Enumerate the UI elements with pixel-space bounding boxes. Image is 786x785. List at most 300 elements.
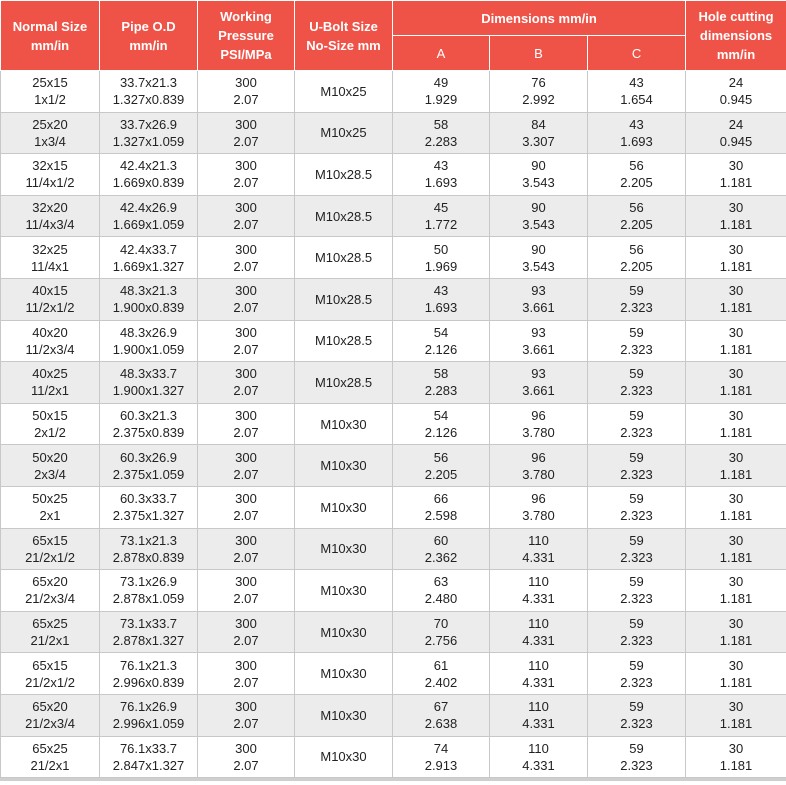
cell-hole-cutting-line: 1.181 xyxy=(719,757,753,773)
cell-normal-size xyxy=(1,71,100,113)
cell-working-pressure xyxy=(198,237,295,279)
cell-dim-c-line: 56 xyxy=(629,241,644,257)
cell-pipe-od-line: 73.1x26.9 xyxy=(119,574,178,590)
cell-hole-cutting-line: 1.181 xyxy=(719,383,753,399)
header-row-top xyxy=(1,1,786,36)
cell-dim-c xyxy=(588,403,686,445)
cell-dim-b xyxy=(490,71,588,113)
cell-ubolt-size: M10x30 xyxy=(295,570,393,612)
cell-dim-a xyxy=(393,653,490,695)
cell-working-pressure-line: 2.07 xyxy=(233,549,259,565)
cell-working-pressure-line: 2.07 xyxy=(233,383,259,399)
cell-dim-b-line: 93 xyxy=(531,366,546,382)
cell-dim-b-line: 4.331 xyxy=(522,716,555,732)
cell-working-pressure xyxy=(198,112,295,154)
cell-ubolt-size: M10x28.5 xyxy=(295,362,393,404)
cell-normal-size-line: 1x1/2 xyxy=(34,92,66,108)
cell-dim-c-line: 2.323 xyxy=(620,674,653,690)
cell-dim-c-line: 59 xyxy=(629,283,644,299)
cell-dim-c xyxy=(588,736,686,778)
cell-normal-size-line: 65x20 xyxy=(32,699,68,715)
cell-dim-b-line: 110 xyxy=(528,699,549,715)
table-row xyxy=(1,71,786,113)
cell-hole-cutting-line: 30 xyxy=(728,532,744,548)
cell-dim-a-line: 49 xyxy=(433,75,449,91)
table-row xyxy=(1,237,786,279)
cell-hole-cutting-line: 1.181 xyxy=(719,341,753,357)
cell-dim-b xyxy=(490,570,588,612)
cell-pipe-od-line: 1.669x0.839 xyxy=(112,175,185,191)
cell-normal-size xyxy=(1,445,100,487)
cell-normal-size xyxy=(1,528,100,570)
cell-dim-c-line: 2.323 xyxy=(620,757,653,773)
cell-dim-a xyxy=(393,570,490,612)
cell-ubolt-size: M10x30 xyxy=(295,694,393,736)
cell-working-pressure-line: 300 xyxy=(235,75,257,91)
cell-hole-cutting xyxy=(686,694,786,736)
cell-dim-c-line: 59 xyxy=(629,699,644,715)
header-dim-b: B xyxy=(490,36,588,71)
cell-dim-c-line: 1.693 xyxy=(620,133,653,149)
cell-hole-cutting-line: 30 xyxy=(728,283,744,299)
header-ubolt-size: U-Bolt Size No-Size mm xyxy=(295,1,393,71)
cell-pipe-od-line: 2.375x1.327 xyxy=(112,508,185,524)
table-body xyxy=(1,71,786,778)
cell-pipe-od-line: 33.7x21.3 xyxy=(119,75,178,91)
cell-working-pressure-line: 300 xyxy=(235,657,257,673)
cell-normal-size-line: 65x25 xyxy=(32,740,68,756)
cell-hole-cutting-line: 30 xyxy=(728,616,744,632)
cell-ubolt-size: M10x30 xyxy=(295,445,393,487)
cell-dim-b-line: 3.780 xyxy=(522,425,555,441)
cell-pipe-od xyxy=(100,570,198,612)
cell-dim-b-line: 4.331 xyxy=(522,549,555,565)
cell-dim-b-line: 4.331 xyxy=(522,674,555,690)
cell-dim-a-line: 1.693 xyxy=(424,175,458,191)
cell-hole-cutting xyxy=(686,486,786,528)
cell-pipe-od-line: 2.878x0.839 xyxy=(112,549,185,565)
cell-dim-b-line: 93 xyxy=(531,324,546,340)
cell-dim-b-line: 110 xyxy=(528,574,549,590)
cell-hole-cutting xyxy=(686,528,786,570)
cell-pipe-od xyxy=(100,736,198,778)
cell-dim-c-line: 2.323 xyxy=(620,508,653,524)
header-hole-cutting: Hole cutting dimensions mm/in xyxy=(686,1,786,71)
cell-dim-a-line: 1.772 xyxy=(424,217,458,233)
cell-pipe-od-line: 2.878x1.059 xyxy=(112,591,185,607)
cell-ubolt-size: M10x30 xyxy=(295,653,393,695)
cell-dim-a xyxy=(393,362,490,404)
cell-working-pressure-line: 2.07 xyxy=(233,633,259,649)
cell-pipe-od-line: 2.375x1.059 xyxy=(112,466,185,482)
cell-pipe-od-line: 42.4x33.7 xyxy=(119,241,178,257)
cell-dim-b xyxy=(490,611,588,653)
cell-dim-b-line: 3.661 xyxy=(522,300,555,316)
cell-normal-size-line: 65x25 xyxy=(32,616,68,632)
cell-dim-c-line: 59 xyxy=(629,408,644,424)
cell-dim-c-line: 2.323 xyxy=(620,300,653,316)
cell-working-pressure-line: 300 xyxy=(235,449,257,465)
cell-hole-cutting-line: 0.945 xyxy=(719,133,753,149)
cell-normal-size-line: 21/2x3/4 xyxy=(25,716,75,732)
cell-pipe-od-line: 48.3x21.3 xyxy=(119,283,178,299)
cell-normal-size-line: 21/2x1 xyxy=(30,633,70,649)
cell-hole-cutting xyxy=(686,445,786,487)
cell-dim-c-line: 2.323 xyxy=(620,591,653,607)
cell-pipe-od xyxy=(100,112,198,154)
cell-hole-cutting-line: 1.181 xyxy=(719,217,753,233)
cell-pipe-od-line: 1.327x0.839 xyxy=(112,92,185,108)
cell-dim-a-line: 66 xyxy=(433,491,449,507)
cell-dim-c xyxy=(588,528,686,570)
cell-dim-c-line: 59 xyxy=(629,449,644,465)
cell-pipe-od xyxy=(100,611,198,653)
cell-normal-size-line: 65x15 xyxy=(32,532,68,548)
cell-hole-cutting xyxy=(686,71,786,113)
cell-pipe-od-line: 2.847x1.327 xyxy=(112,757,185,773)
cell-hole-cutting-line: 24 xyxy=(728,75,744,91)
cell-normal-size xyxy=(1,486,100,528)
cell-pipe-od-line: 1.900x1.327 xyxy=(112,383,185,399)
header-normal-size: Normal Size mm/in xyxy=(1,1,100,71)
cell-working-pressure-line: 2.07 xyxy=(233,425,259,441)
cell-working-pressure-line: 300 xyxy=(235,116,257,132)
cell-dim-b xyxy=(490,736,588,778)
cell-working-pressure xyxy=(198,694,295,736)
cell-dim-c-line: 59 xyxy=(629,324,644,340)
cell-dim-a-line: 54 xyxy=(433,408,449,424)
cell-working-pressure-line: 300 xyxy=(235,740,257,756)
cell-pipe-od-line: 2.375x0.839 xyxy=(112,425,185,441)
cell-dim-c-line: 2.323 xyxy=(620,466,653,482)
cell-dim-b xyxy=(490,278,588,320)
cell-working-pressure-line: 2.07 xyxy=(233,757,259,773)
table-row xyxy=(1,278,786,320)
cell-pipe-od-line: 1.669x1.327 xyxy=(112,258,185,274)
cell-dim-c xyxy=(588,154,686,196)
cell-dim-a-line: 2.362 xyxy=(424,549,458,565)
cell-dim-a-line: 2.638 xyxy=(424,716,458,732)
cell-normal-size-line: 11/4x3/4 xyxy=(25,217,75,233)
cell-hole-cutting-line: 30 xyxy=(728,200,744,216)
cell-working-pressure-line: 300 xyxy=(235,574,257,590)
cell-hole-cutting-line: 1.181 xyxy=(719,716,753,732)
cell-dim-b-line: 3.543 xyxy=(522,258,555,274)
cell-dim-b xyxy=(490,653,588,695)
cell-pipe-od xyxy=(100,195,198,237)
table-row xyxy=(1,195,786,237)
cell-working-pressure-line: 300 xyxy=(235,158,257,174)
cell-pipe-od xyxy=(100,154,198,196)
cell-pipe-od-line: 33.7x26.9 xyxy=(119,116,178,132)
cell-dim-c-line: 2.205 xyxy=(620,217,653,233)
cell-pipe-od-line: 60.3x26.9 xyxy=(119,449,178,465)
cell-normal-size-line: 21/2x3/4 xyxy=(25,591,75,607)
cell-working-pressure-line: 300 xyxy=(235,241,257,257)
cell-working-pressure xyxy=(198,278,295,320)
cell-dim-a-line: 43 xyxy=(433,158,449,174)
cell-hole-cutting xyxy=(686,320,786,362)
cell-normal-size-line: 11/2x1/2 xyxy=(25,300,75,316)
cell-pipe-od-line: 42.4x26.9 xyxy=(119,200,178,216)
cell-dim-c xyxy=(588,694,686,736)
cell-dim-b-line: 3.661 xyxy=(522,341,555,357)
cell-pipe-od xyxy=(100,320,198,362)
cell-dim-b-line: 3.661 xyxy=(522,383,555,399)
cell-hole-cutting-line: 0.945 xyxy=(719,92,753,108)
cell-hole-cutting-line: 30 xyxy=(728,574,744,590)
cell-normal-size-line: 21/2x1/2 xyxy=(25,674,75,690)
cell-working-pressure-line: 2.07 xyxy=(233,133,259,149)
cell-dim-c-line: 2.205 xyxy=(620,258,653,274)
table-row xyxy=(1,445,786,487)
cell-dim-c-line: 43 xyxy=(629,116,644,132)
cell-working-pressure xyxy=(198,570,295,612)
cell-pipe-od xyxy=(100,403,198,445)
cell-dim-a xyxy=(393,528,490,570)
cell-hole-cutting-line: 30 xyxy=(728,366,744,382)
header-dimensions: Dimensions mm/in xyxy=(393,1,686,36)
cell-normal-size xyxy=(1,237,100,279)
cell-normal-size-line: 11/2x3/4 xyxy=(25,341,75,357)
cell-pipe-od-line: 1.900x0.839 xyxy=(112,300,185,316)
cell-dim-a-line: 63 xyxy=(433,574,449,590)
cell-pipe-od-line: 73.1x21.3 xyxy=(119,532,178,548)
cell-dim-b xyxy=(490,112,588,154)
cell-ubolt-size: M10x30 xyxy=(295,528,393,570)
cell-hole-cutting-line: 30 xyxy=(728,491,744,507)
cell-dim-b-line: 4.331 xyxy=(522,757,555,773)
cell-dim-a-line: 2.126 xyxy=(424,341,458,357)
cell-dim-b-line: 4.331 xyxy=(522,633,555,649)
cell-pipe-od-line: 2.996x1.059 xyxy=(112,716,185,732)
cell-dim-a-line: 54 xyxy=(433,324,449,340)
cell-ubolt-size: M10x30 xyxy=(295,486,393,528)
cell-dim-a xyxy=(393,611,490,653)
cell-dim-c-line: 2.323 xyxy=(620,341,653,357)
cell-dim-a xyxy=(393,278,490,320)
cell-working-pressure xyxy=(198,486,295,528)
cell-ubolt-size: M10x25 xyxy=(295,112,393,154)
cell-dim-a-line: 58 xyxy=(433,366,449,382)
cell-hole-cutting xyxy=(686,237,786,279)
cell-hole-cutting xyxy=(686,278,786,320)
cell-dim-b-line: 96 xyxy=(531,491,546,507)
header-pipe-od: Pipe O.D mm/in xyxy=(100,1,198,71)
cell-working-pressure xyxy=(198,71,295,113)
cell-hole-cutting xyxy=(686,154,786,196)
header-dim-a: A xyxy=(393,36,490,71)
cell-dim-a-line: 2.126 xyxy=(424,425,458,441)
cell-normal-size-line: 32x15 xyxy=(32,158,68,174)
cell-dim-c xyxy=(588,278,686,320)
cell-hole-cutting-line: 30 xyxy=(728,699,744,715)
cell-normal-size-line: 50x20 xyxy=(32,449,68,465)
cell-pipe-od-line: 76.1x26.9 xyxy=(119,699,178,715)
cell-dim-b-line: 3.780 xyxy=(522,508,555,524)
cell-working-pressure-line: 300 xyxy=(235,616,257,632)
cell-dim-b xyxy=(490,694,588,736)
cell-pipe-od-line: 60.3x21.3 xyxy=(119,408,178,424)
cell-dim-a-line: 2.480 xyxy=(424,591,458,607)
cell-dim-a-line: 45 xyxy=(433,200,449,216)
cell-dim-b-line: 3.543 xyxy=(522,175,555,191)
cell-pipe-od-line: 48.3x26.9 xyxy=(119,324,178,340)
cell-dim-c-line: 2.323 xyxy=(620,383,653,399)
cell-pipe-od-line: 2.996x0.839 xyxy=(112,674,185,690)
table-row xyxy=(1,570,786,612)
cell-ubolt-size: M10x30 xyxy=(295,403,393,445)
cell-dim-a-line: 1.969 xyxy=(424,258,458,274)
cell-normal-size xyxy=(1,320,100,362)
cell-normal-size xyxy=(1,653,100,695)
cell-pipe-od-line: 60.3x33.7 xyxy=(119,491,178,507)
cell-normal-size xyxy=(1,112,100,154)
cell-dim-c-line: 2.323 xyxy=(620,716,653,732)
cell-dim-a-line: 2.283 xyxy=(424,133,458,149)
cell-dim-c-line: 59 xyxy=(629,574,644,590)
cell-ubolt-size: M10x28.5 xyxy=(295,320,393,362)
cell-dim-c xyxy=(588,570,686,612)
cell-hole-cutting xyxy=(686,736,786,778)
cell-dim-c-line: 2.205 xyxy=(620,175,653,191)
cell-dim-a-line: 43 xyxy=(433,283,449,299)
cell-working-pressure-line: 300 xyxy=(235,532,257,548)
cell-hole-cutting xyxy=(686,403,786,445)
cell-normal-size-line: 40x20 xyxy=(32,324,68,340)
cell-dim-c xyxy=(588,486,686,528)
cell-hole-cutting-line: 1.181 xyxy=(719,258,753,274)
cell-pipe-od xyxy=(100,694,198,736)
cell-normal-size xyxy=(1,362,100,404)
cell-dim-c-line: 2.323 xyxy=(620,549,653,565)
cell-dim-a xyxy=(393,403,490,445)
cell-dim-c-line: 59 xyxy=(629,657,644,673)
cell-dim-b-line: 4.331 xyxy=(522,591,555,607)
cell-hole-cutting-line: 1.181 xyxy=(719,549,753,565)
cell-dim-c-line: 2.323 xyxy=(620,425,653,441)
cell-dim-b-line: 110 xyxy=(528,532,549,548)
cell-dim-b-line: 93 xyxy=(531,283,546,299)
cell-hole-cutting-line: 30 xyxy=(728,324,744,340)
cell-dim-a xyxy=(393,694,490,736)
cell-normal-size-line: 50x25 xyxy=(32,491,68,507)
cell-working-pressure xyxy=(198,736,295,778)
cell-dim-c xyxy=(588,445,686,487)
cell-pipe-od xyxy=(100,71,198,113)
cell-dim-a-line: 58 xyxy=(433,116,449,132)
cell-normal-size-line: 40x25 xyxy=(32,366,68,382)
table-row xyxy=(1,611,786,653)
cell-dim-a-line: 60 xyxy=(433,532,449,548)
cell-hole-cutting-line: 24 xyxy=(728,116,744,132)
cell-hole-cutting-line: 1.181 xyxy=(719,591,753,607)
cell-normal-size-line: 25x15 xyxy=(32,75,68,91)
cell-working-pressure-line: 2.07 xyxy=(233,92,259,108)
cell-pipe-od-line: 48.3x33.7 xyxy=(119,366,178,382)
cell-normal-size xyxy=(1,694,100,736)
cell-normal-size-line: 1x3/4 xyxy=(34,133,66,149)
cell-pipe-od-line: 42.4x21.3 xyxy=(119,158,178,174)
cell-dim-a-line: 2.205 xyxy=(424,466,458,482)
cell-hole-cutting-line: 30 xyxy=(728,449,744,465)
cell-dim-b xyxy=(490,445,588,487)
cell-normal-size xyxy=(1,154,100,196)
cell-working-pressure xyxy=(198,445,295,487)
cell-dim-a xyxy=(393,445,490,487)
cell-ubolt-size: M10x28.5 xyxy=(295,278,393,320)
cell-working-pressure xyxy=(198,195,295,237)
cell-dim-c xyxy=(588,320,686,362)
cell-hole-cutting-line: 1.181 xyxy=(719,300,753,316)
cell-working-pressure xyxy=(198,403,295,445)
cell-pipe-od-line: 76.1x21.3 xyxy=(119,657,178,673)
cell-normal-size-line: 11/2x1 xyxy=(30,383,70,399)
cell-dim-b-line: 110 xyxy=(528,740,549,756)
cell-dim-c-line: 59 xyxy=(629,616,644,632)
cell-working-pressure-line: 2.07 xyxy=(233,341,259,357)
table-row xyxy=(1,486,786,528)
cell-working-pressure-line: 2.07 xyxy=(233,300,259,316)
cell-normal-size-line: 11/4x1/2 xyxy=(25,175,75,191)
cell-dim-b xyxy=(490,154,588,196)
cell-dim-c-line: 43 xyxy=(629,75,644,91)
cell-hole-cutting-line: 1.181 xyxy=(719,508,753,524)
cell-hole-cutting xyxy=(686,112,786,154)
cell-dim-b-line: 3.780 xyxy=(522,466,555,482)
cell-hole-cutting-line: 30 xyxy=(728,408,744,424)
cell-working-pressure-line: 300 xyxy=(235,200,257,216)
cell-dim-a-line: 61 xyxy=(433,657,449,673)
header-working-pressure: Working Pressure PSI/MPa xyxy=(198,1,295,71)
cell-dim-c-line: 59 xyxy=(629,366,644,382)
cell-hole-cutting-line: 1.181 xyxy=(719,175,753,191)
cell-pipe-od xyxy=(100,237,198,279)
cell-hole-cutting-line: 1.181 xyxy=(719,674,753,690)
cell-ubolt-size: M10x30 xyxy=(295,611,393,653)
cell-dim-c-line: 59 xyxy=(629,491,644,507)
cell-dim-b-line: 110 xyxy=(528,657,549,673)
cell-working-pressure xyxy=(198,154,295,196)
cell-working-pressure xyxy=(198,320,295,362)
cell-dim-a-line: 2.913 xyxy=(424,757,458,773)
cell-dim-a-line: 70 xyxy=(433,616,449,632)
cell-dim-c-line: 56 xyxy=(629,200,644,216)
cell-dim-b xyxy=(490,528,588,570)
cell-working-pressure-line: 300 xyxy=(235,491,257,507)
cell-working-pressure-line: 300 xyxy=(235,366,257,382)
bottom-rule xyxy=(0,778,786,781)
cell-dim-b xyxy=(490,362,588,404)
cell-hole-cutting xyxy=(686,570,786,612)
cell-working-pressure-line: 2.07 xyxy=(233,674,259,690)
cell-dim-a-line: 67 xyxy=(433,699,449,715)
cell-hole-cutting-line: 30 xyxy=(728,241,744,257)
cell-working-pressure xyxy=(198,528,295,570)
cell-dim-a-line: 2.598 xyxy=(424,508,458,524)
cell-working-pressure-line: 300 xyxy=(235,699,257,715)
cell-dim-b-line: 84 xyxy=(531,116,546,132)
cell-normal-size xyxy=(1,403,100,445)
cell-pipe-od-line: 1.900x1.059 xyxy=(112,341,185,357)
cell-ubolt-size: M10x28.5 xyxy=(295,195,393,237)
cell-normal-size-line: 21/2x1 xyxy=(30,757,70,773)
cell-dim-b xyxy=(490,195,588,237)
cell-hole-cutting-line: 1.181 xyxy=(719,633,753,649)
cell-normal-size-line: 32x25 xyxy=(32,241,68,257)
cell-dim-b xyxy=(490,486,588,528)
cell-pipe-od-line: 76.1x33.7 xyxy=(119,740,178,756)
